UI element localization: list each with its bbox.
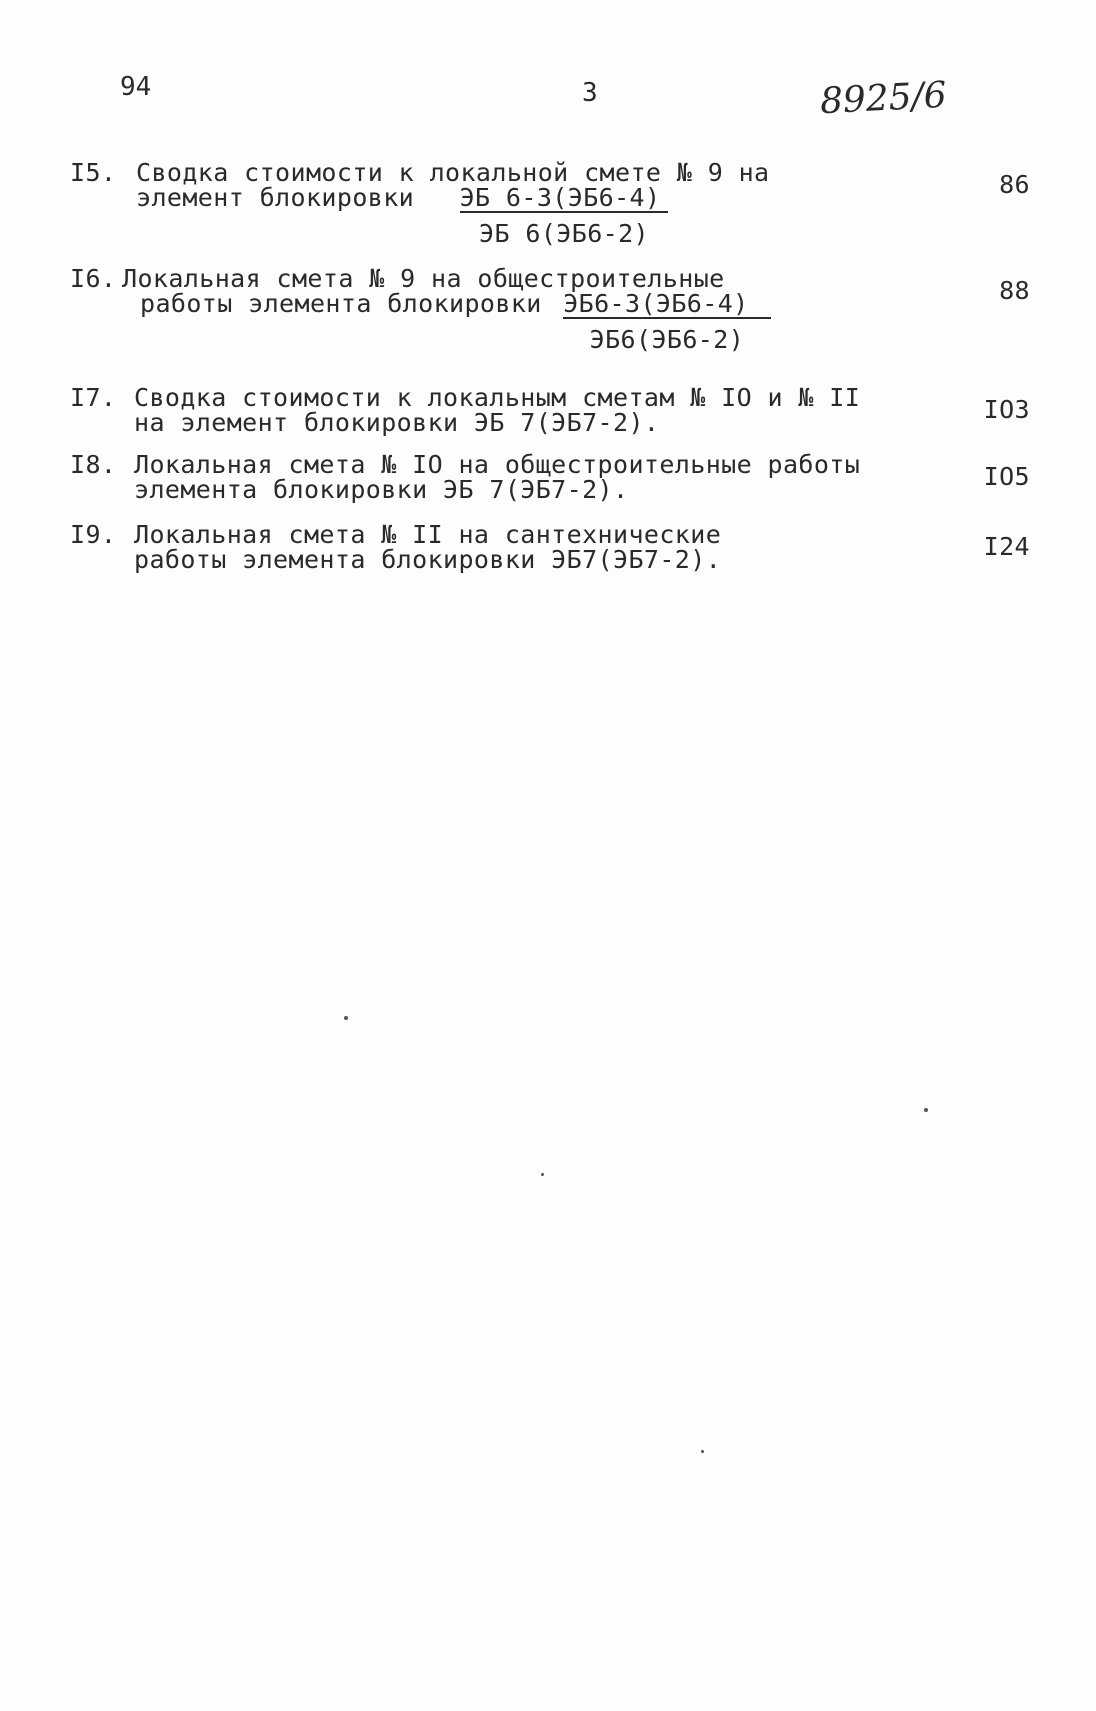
entry-text (122, 266, 771, 352)
entry-number: I8. (70, 450, 117, 479)
entry-number: I6. (70, 264, 117, 293)
entry-line: Локальная смета № II на сантехнические (134, 520, 722, 549)
page-reference: IO3 (983, 395, 1030, 424)
entry-text (134, 452, 860, 502)
entry-number: I7. (70, 383, 117, 412)
scan-speck (701, 1450, 704, 1453)
toc-entry (70, 266, 1030, 356)
page-reference: 88 (999, 276, 1030, 305)
page-number-center: 3 (582, 78, 598, 108)
entry-text (134, 522, 721, 572)
toc-entry (70, 452, 1030, 507)
entry-line: Локальная смета № IO на общестроительные работы (134, 450, 861, 479)
entry-line-with-fraction (122, 291, 771, 352)
page-reference: I24 (983, 532, 1030, 561)
scan-speck (924, 1108, 928, 1112)
entry-line: Локальная смета № 9 на общестроительные (122, 264, 725, 293)
entry-line: Сводка стоимости к локальной смете № 9 на (136, 158, 770, 187)
entry-line-with-fraction (136, 185, 770, 246)
entry-line: элемента блокировки ЭБ 7(ЭБ7-2). (134, 475, 629, 504)
toc-entry (70, 160, 1030, 250)
entry-number: I9. (70, 520, 117, 549)
toc-entry (70, 385, 1030, 440)
handwritten-archive-number: 8925/6 (819, 74, 948, 123)
fraction (563, 291, 770, 352)
fraction-top: ЭБ6-3(ЭБ6-4) (563, 291, 770, 319)
entry-text (136, 160, 770, 246)
page-reference: 86 (999, 170, 1030, 199)
fraction-bottom: ЭБ6(ЭБ6-2) (589, 325, 745, 354)
scan-speck (541, 1173, 544, 1176)
scan-speck (344, 1016, 348, 1020)
fraction-bottom: ЭБ 6(ЭБ6-2) (479, 219, 649, 248)
entry-prefix: работы элемента блокировки (140, 289, 542, 318)
entry-line: работы элемента блокировки ЭБ7(ЭБ7-2). (134, 545, 722, 574)
entry-number: I5. (70, 158, 117, 187)
entry-prefix: элемент блокировки (136, 183, 415, 212)
fraction (460, 185, 669, 246)
page-number-left: 94 (120, 72, 152, 102)
toc-entry (70, 522, 1030, 577)
entry-line: Сводка стоимости к локальным сметам № IO и № II (134, 383, 861, 412)
entry-text (134, 385, 860, 435)
entry-line: на элемент блокировки ЭБ 7(ЭБ7-2). (134, 408, 660, 437)
fraction-top: ЭБ 6-3(ЭБ6-4) (460, 185, 669, 213)
page-reference: IO5 (983, 462, 1030, 491)
